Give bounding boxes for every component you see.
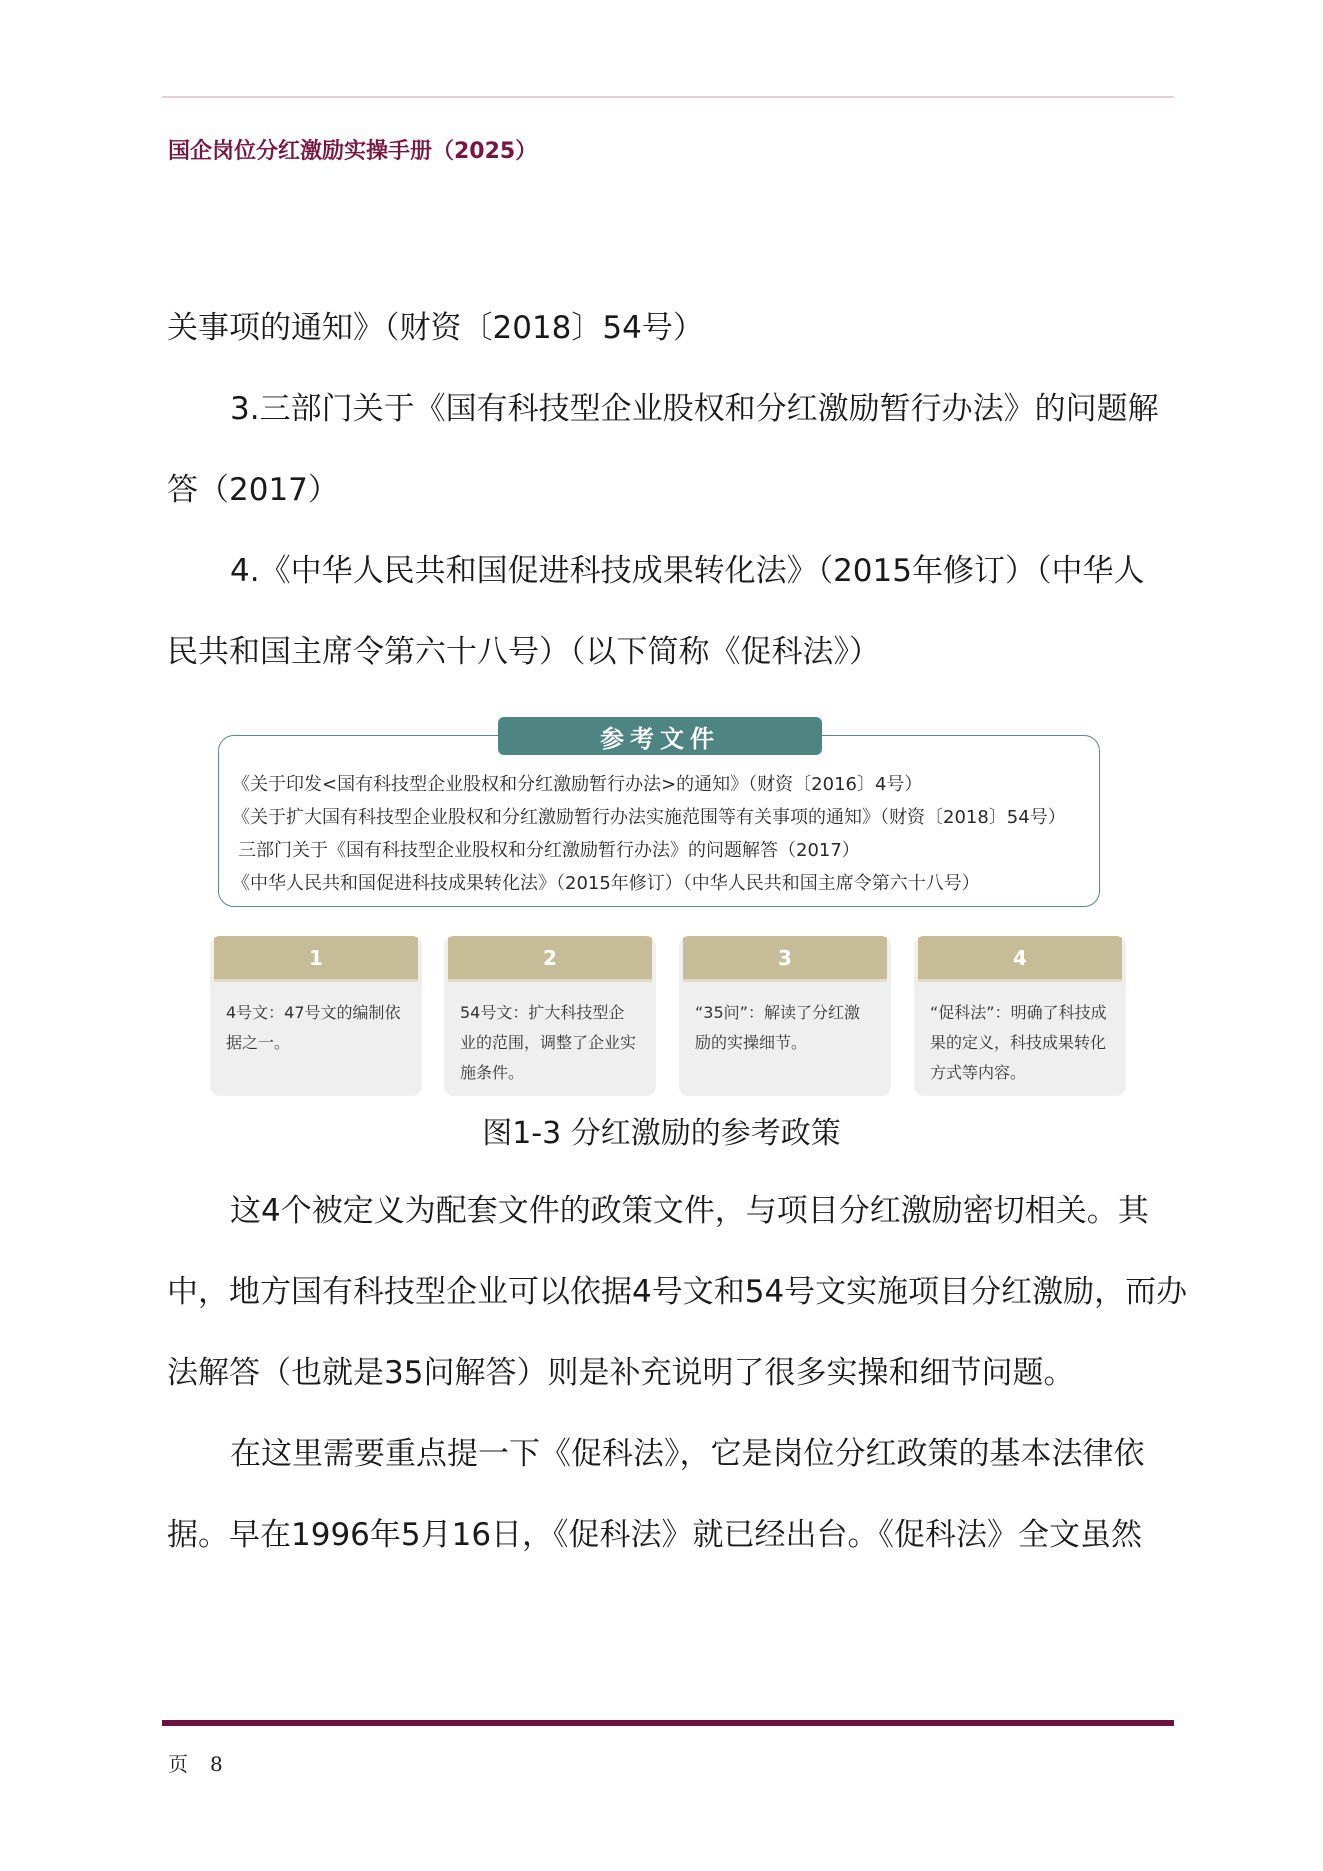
header-divider: [162, 96, 1174, 98]
card-description: 4号文：47号文的编制依据之一。: [226, 1003, 401, 1052]
body-line: 关事项的通知》（财资〔2018〕54号）: [167, 310, 704, 346]
policy-card-4: [914, 936, 1126, 1096]
reference-files-tab: 参考文件: [498, 717, 822, 755]
page-footer: [168, 1748, 223, 1777]
reference-item: 三部门关于《国有科技型企业股权和分红激励暂行办法》的问题解答（2017）: [238, 840, 860, 861]
reference-list: [232, 768, 1092, 900]
body-line: 法解答（也就是35问解答）则是补充说明了很多实操和细节问题。: [167, 1355, 1075, 1391]
document-title: 国企岗位分红激励实操手册（2025）: [168, 139, 538, 164]
body-line: 这4个被定义为配套文件的政策文件，与项目分红激励密切相关。其: [230, 1193, 1149, 1229]
body-line: 据。早在1996年5月16日，《促科法》就已经出台。《促科法》全文虽然: [167, 1517, 1143, 1553]
reference-item: 《关于扩大国有科技型企业股权和分红激励暂行办法实施范围等有关事项的通知》（财资〔2018〕54号）: [232, 807, 1066, 828]
card-number: 4: [918, 936, 1122, 979]
body-line: 中，地方国有科技型企业可以依据4号文和54号文实施项目分红激励，而办: [167, 1274, 1188, 1310]
card-number: 1: [214, 936, 418, 979]
policy-card-2: [444, 936, 656, 1096]
body-line: 民共和国主席令第六十八号）（以下简称《促科法》）: [167, 634, 880, 670]
reference-item: 《关于印发<国有科技型企业股权和分红激励暂行办法>的通知》（财资〔2016〕4号）: [232, 774, 923, 795]
reference-item: 《中华人民共和国促进科技成果转化法》（2015年修订）（中华人民共和国主席令第六十八号）: [232, 873, 980, 894]
footer-divider: [162, 1720, 1174, 1726]
policy-card-1: [210, 936, 422, 1096]
card-number: 3: [683, 936, 887, 979]
figure-caption: 图1-3 分红激励的参考政策: [482, 1116, 841, 1151]
page-label: 页: [168, 1752, 188, 1776]
body-line: 在这里需要重点提一下《促科法》，它是岗位分红政策的基本法律依: [230, 1436, 1145, 1472]
body-line: 4.《中华人民共和国促进科技成果转化法》（2015年修订）（中华人: [230, 553, 1145, 589]
page-number: 8: [210, 1752, 223, 1776]
card-description: “促科法”：明确了科技成果的定义，科技成果转化方式等内容。: [930, 1003, 1107, 1082]
body-line: 答（2017）: [167, 472, 339, 508]
card-description: “35问”：解读了分红激励的实操细节。: [695, 1003, 860, 1052]
body-line: 3.三部门关于《国有科技型企业股权和分红激励暂行办法》的问题解: [230, 391, 1159, 427]
card-description: 54号文：扩大科技型企业的范围，调整了企业实施条件。: [460, 1003, 637, 1082]
card-number: 2: [448, 936, 652, 979]
policy-card-3: [679, 936, 891, 1096]
